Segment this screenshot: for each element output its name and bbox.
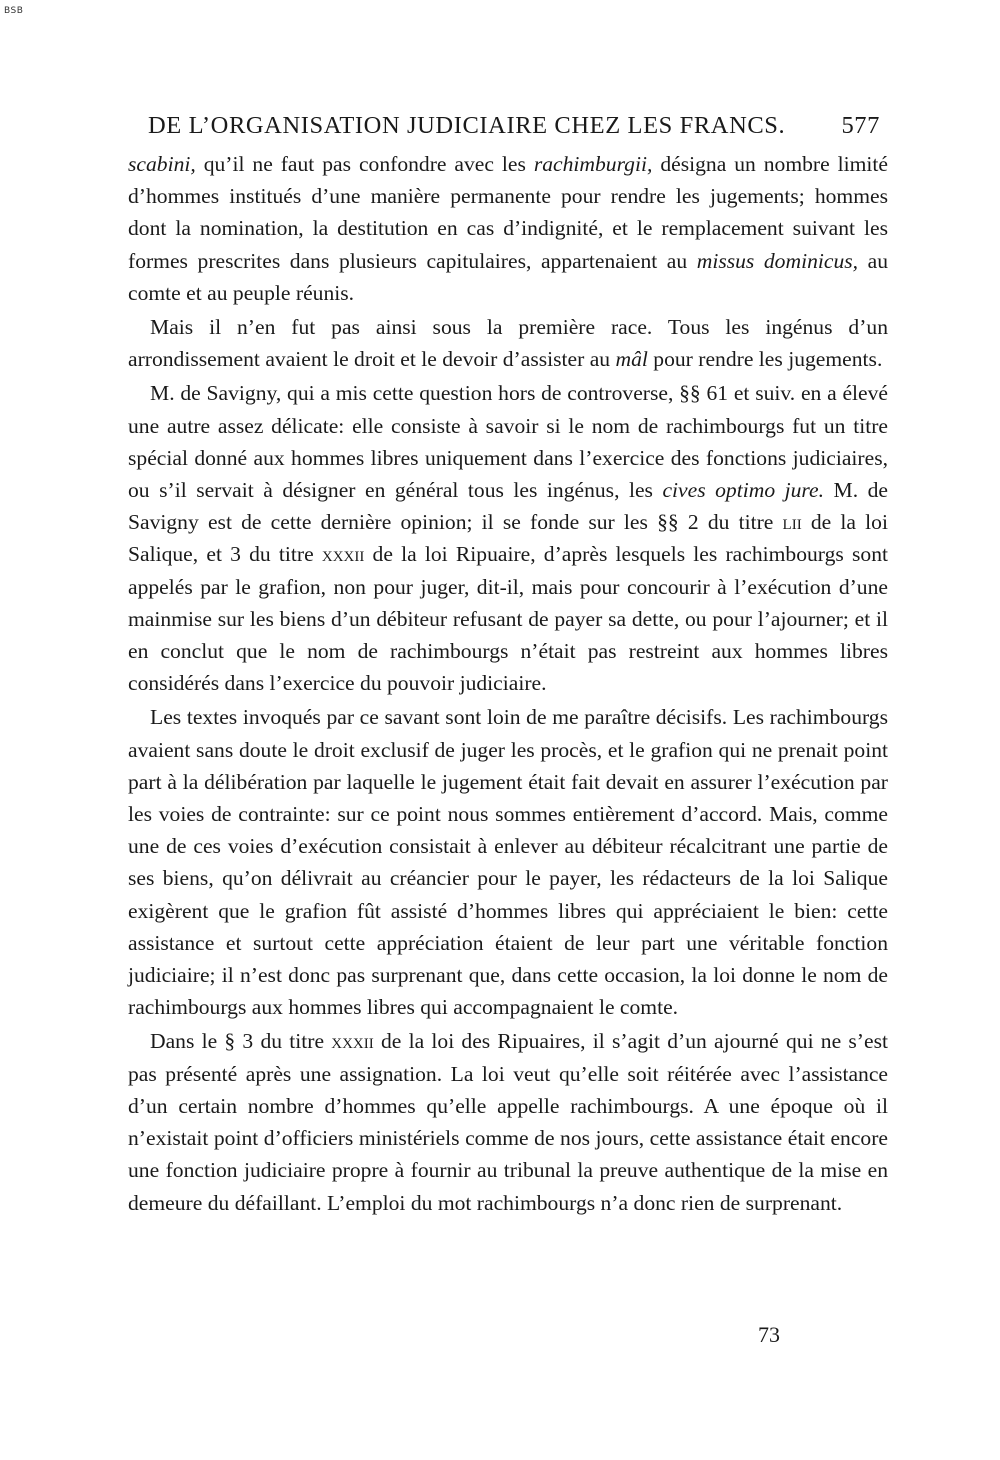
- running-header: [148, 112, 888, 140]
- paragraph: [128, 148, 888, 309]
- text-run: désigna un nombre limité d’hommes institués d’une manière permanente pour rendre les jugements; hommes dont la nomination, la destitution en cas d’indignité, et le remplacement suivant les formes prescrites dans plusieurs capitulaires, appartenaient au: [128, 152, 889, 273]
- text-run: M. de Savigny, qui a mis cette question hors de controverse, §§ 61 et suiv. en a élevé une autre assez délicate: elle consiste à savoir si le nom de rachimbourgs fut un titre spécial donné aux hommes libres uniquement dans l’exercice des fonctions judiciaires, ou s’il servait à désigner en général tous les ingénus, les: [128, 381, 888, 503]
- library-stamp: BSB: [4, 6, 24, 16]
- italic-text: mâl: [615, 347, 648, 372]
- italic-text: rachimburgii,: [533, 152, 653, 176]
- paragraph: [128, 377, 888, 699]
- text-run: de la loi Salique, et 3 du titre: [128, 510, 888, 567]
- small-caps-numeral: lii: [782, 510, 802, 535]
- italic-text: scabini,: [128, 152, 196, 176]
- paragraph: [128, 311, 888, 375]
- text-run: M. de Savigny est de cette dernière opinion; il se fonde sur les §§ 2 du titre: [128, 478, 888, 535]
- page-number: 577: [841, 112, 880, 139]
- italic-text: missus dominicus,: [696, 248, 859, 273]
- small-caps-numeral: xxxii: [321, 542, 365, 567]
- text-run: de la loi Ripuaire, d’après lesquels les rachimbourgs sont appelés par le grafion, non pour juger, dit-il, mais pour concourir à l’exécution d’une mainmise sur les biens d’un débiteur refusant de payer sa dette, ou pour l’ajourner; et il en conclut que le nom de rachimbourgs n’était pas restreint aux hommes libres considérés dans l’exercice du pouvoir judiciaire.: [128, 542, 888, 696]
- paragraph: [128, 1025, 888, 1218]
- body-text: [128, 148, 888, 1219]
- italic-text: cives optimo jure.: [662, 478, 824, 503]
- text-run: de la loi des Ripuaires, il s’agit d’un ajourné qui ne s’est pas présenté après une assignation. La loi veut qu’elle soit réitérée avec l’assistance d’un certain nombre d’hommes qu’elle appelle rachimbourgs. A une époque où il n’existait point d’officiers ministériels comme de nos jours, cette assistance était encore une fonction judiciaire propre à fournir au tribunal la preuve authentique de la mise en demeure du défaillant. L’emploi du mot rachimbourgs n’a donc rien de surprenant.: [128, 1029, 888, 1215]
- text-run: Les textes invoqués par ce savant sont loin de me paraître décisifs. Les rachimbourgs avaient sans doute le droit exclusif de juger les procès, et le grafion qui ne prenait point part à la délibération par laquelle le jugement était fait devait en assurer l’exécution par les voies de contrainte: sur ce point nous sommes entièrement d’accord. Mais, comme une de ces voies d’exécution consistait à enlever au débiteur récalcitrant une partie de ses biens, qu’on délivrait au créancier pour le payer, les rédacteurs de la loi Salique exigèrent que le grafion fût assisté d’hommes libres qui appréciaient le bien: cette assistance et surtout cette appréciation étaient de leur part une véritable fonction judiciaire; il n’est donc pas surprenant que, dans cette occasion, la loi donne le nom de rachimbourgs aux hommes libres qui accompagnaient le comte.: [128, 705, 888, 1020]
- text-run: Dans le § 3 du titre: [150, 1029, 332, 1054]
- text-run: au comte et au peuple réunis.: [128, 248, 888, 305]
- paragraph: [128, 701, 888, 1023]
- signature-mark: 73: [758, 1322, 780, 1347]
- running-title: DE L’ORGANISATION JUDICIAIRE CHEZ LES FRANCS.: [148, 112, 786, 139]
- small-caps-numeral: xxxii: [331, 1029, 374, 1054]
- text-run: Mais il n’en fut pas ainsi sous la première race. Tous les ingénus d’un arrondissement avaient le droit et le devoir d’assister au: [128, 315, 888, 372]
- text-run: pour rendre les jugements.: [647, 347, 883, 372]
- text-run: qu’il ne faut pas confondre avec les: [195, 152, 534, 176]
